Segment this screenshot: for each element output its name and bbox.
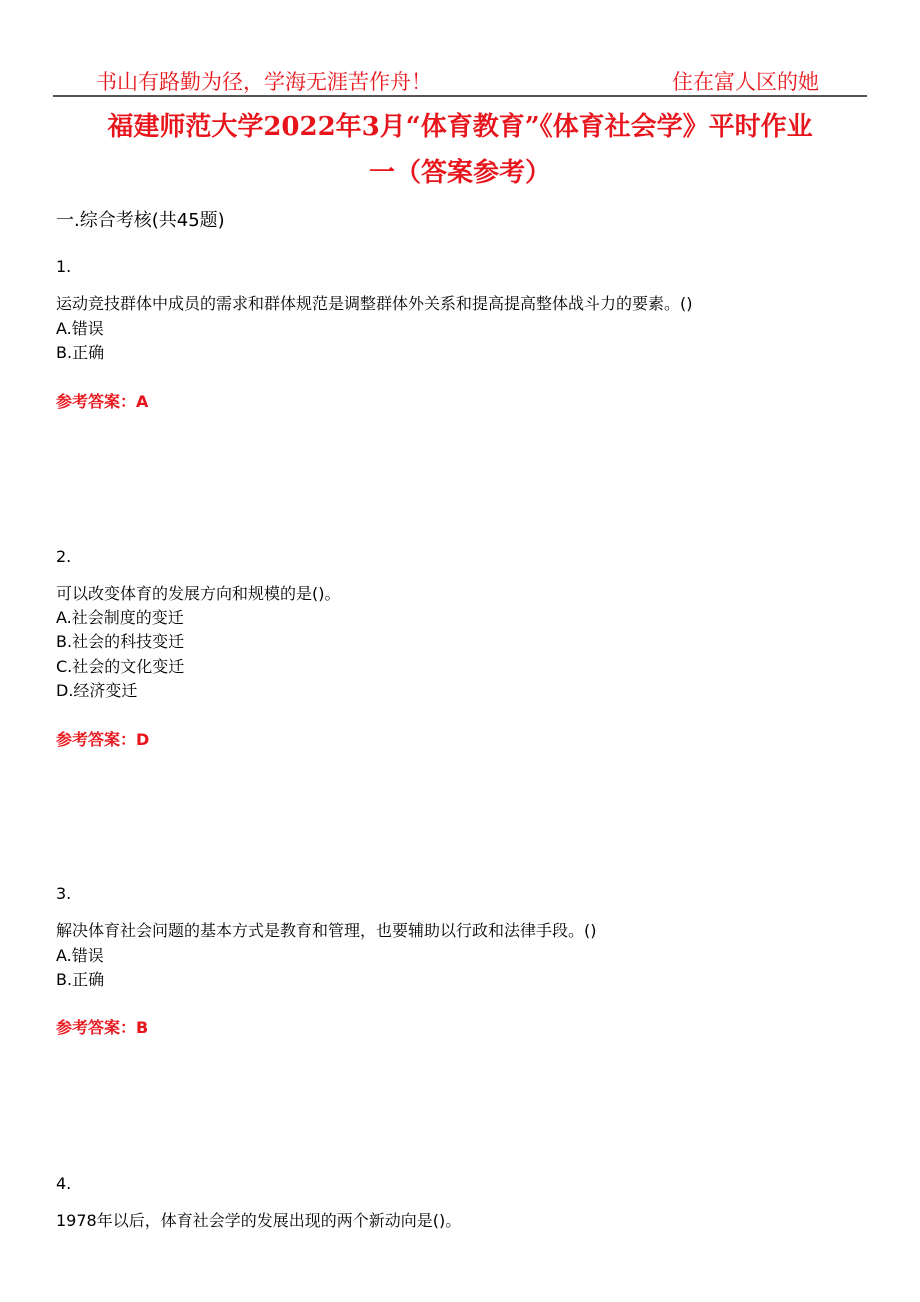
question-number: 2.	[56, 547, 72, 566]
question-text: 1978年以后，体育社会学的发展出现的两个新动向是()。	[56, 1211, 462, 1230]
option: D.经济变迁	[56, 681, 138, 700]
answer: 参考答案：A	[56, 392, 149, 411]
option: C.社会的文化变迁	[56, 657, 185, 676]
question-text: 解决体育社会问题的基本方式是教育和管理，也要辅助以行政和法律手段。()	[56, 921, 597, 940]
option: A.社会制度的变迁	[56, 608, 184, 627]
header-divider	[53, 95, 867, 97]
option: A.错误	[56, 319, 104, 338]
question-text: 运动竞技群体中成员的需求和群体规范是调整群体外关系和提高提高整体战斗力的要素。()	[56, 294, 693, 313]
header-motto: 书山有路勤为径，学海无涯苦作舟！	[96, 70, 432, 94]
option: B.正确	[56, 970, 105, 989]
question-number: 4.	[56, 1174, 72, 1193]
doc-title-line2: 一（答案参考）	[368, 158, 551, 188]
option: A.错误	[56, 946, 104, 965]
option: B.正确	[56, 343, 105, 362]
section-heading: 一.综合考核(共45题)	[56, 210, 225, 231]
question-number: 3.	[56, 884, 72, 903]
question-number: 1.	[56, 257, 72, 276]
header-author: 住在富人区的她	[672, 70, 819, 94]
answer: 参考答案：B	[56, 1018, 149, 1037]
doc-title-line1: 福建师范大学2022年3月“体育教育”《体育社会学》平时作业	[107, 112, 813, 142]
answer: 参考答案：D	[56, 730, 150, 749]
option: B.社会的科技变迁	[56, 632, 185, 651]
question-text: 可以改变体育的发展方向和规模的是()。	[56, 584, 341, 603]
